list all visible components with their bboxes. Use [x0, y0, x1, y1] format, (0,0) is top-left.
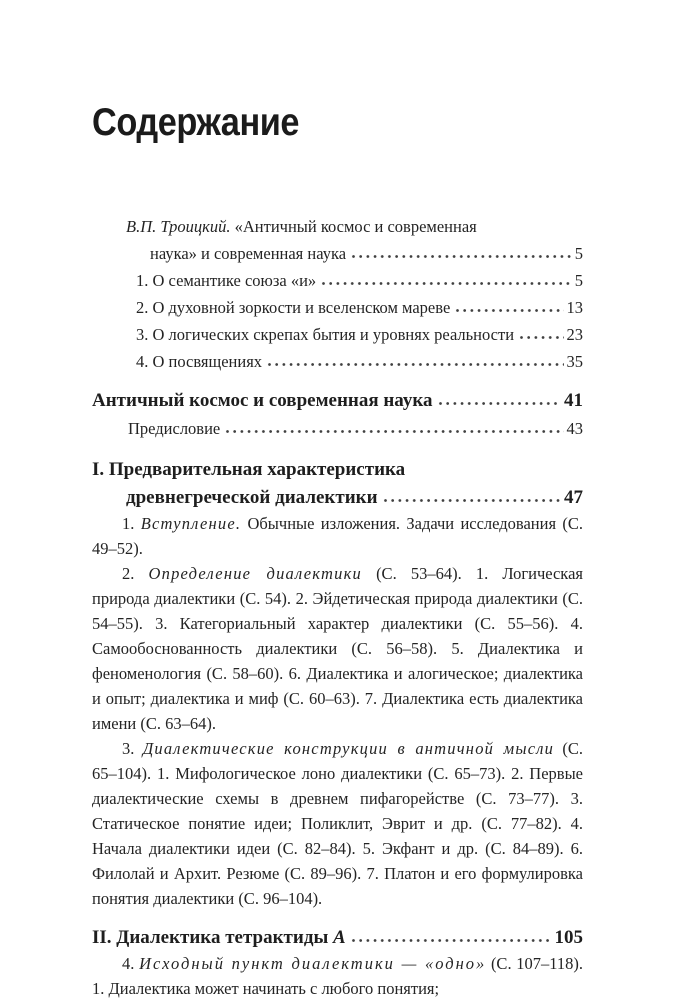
toc-subentry-2	[136, 293, 583, 320]
dot-leader	[438, 386, 561, 406]
annotation-number: 4.	[122, 954, 140, 973]
annotation-emphasis: Определение диалектики	[148, 564, 362, 583]
entry-title-part1: «Античный космос и современная	[230, 217, 477, 236]
toc-subentry-label: 3. О логических скрепах бытия и уровнях реальности	[136, 325, 515, 344]
annotation-number: 1.	[122, 514, 141, 533]
toc-preface	[128, 414, 583, 441]
table-of-contents	[92, 214, 583, 1000]
toc-entry-author-line1	[126, 214, 583, 239]
page-number: 41	[564, 390, 583, 411]
section-1-line2	[126, 483, 583, 511]
toc-annotation-3	[92, 736, 583, 911]
toc-annotation-4	[92, 951, 583, 1000]
annotation-number: 2.	[122, 564, 149, 583]
page-number: 105	[554, 927, 583, 948]
page-number: 5	[574, 271, 583, 290]
dot-leader	[383, 483, 561, 503]
toc-entry-author-line2	[150, 239, 583, 266]
annotation-emphasis: Исходный пункт диалектики — «одно»	[139, 954, 487, 973]
toc-subentry-1	[136, 266, 583, 293]
section-2-label-italic: A	[333, 927, 346, 948]
annotation-body: (С. 107–118). 1. Диалектика может начинать с любого понятия;	[92, 954, 584, 998]
section-2-label	[92, 925, 346, 951]
dot-leader	[225, 414, 563, 434]
entry-title-part2: наука» и современная наука	[150, 244, 347, 263]
dot-leader	[519, 320, 563, 340]
annotation-body: Обычные изложения. Задачи исследования (С. 49–52).	[92, 514, 583, 558]
page-number: 23	[566, 325, 583, 344]
annotation-body: (С. 53–64). 1. Логическая природа диалектики (С. 54). 2. Эйдетическая природа диалектики (С. 54–55). 3. Категориальный характер диалектики (С. 55–56). 4. Самообоснованность диалектики (С. 56–58). 5. Диалектика и феноменология (С. 58–60). 6. Диалектика и алогическое; диалектика и опыт; диалектика и миф (С. 60–63). 7. Диалектика есть диалектика имени (С. 63–64).	[92, 564, 583, 733]
dot-leader	[455, 293, 563, 313]
section-2-label-regular: II. Диалектика тетрактиды	[92, 927, 334, 948]
page-number: 5	[574, 244, 583, 263]
book-heading-label: Античный космос и современная наука	[92, 390, 433, 411]
page-number: 43	[566, 419, 583, 438]
annotation-body: (С. 65–104). 1. Мифологическое лоно диалектики (С. 65–73). 2. Первые диалектические схемы в древнем пифагорействе (С. 73–77). 3. Статическое понятие идеи; Поликлит, Эврит и др. (С. 77–82). 4. Начала диалектики идеи (С. 82–84). 5. Экфант и др. (С. 84–89). 6. Филолай и Архит. Резюме (С. 89–96). 7. Платон и его формулировка понятия диалектики (С. 96–104).	[92, 739, 584, 908]
page-number: 35	[566, 352, 583, 371]
page-number: 13	[566, 298, 583, 317]
toc-annotation-2	[92, 561, 583, 736]
section-1-label: древнегреческой диалектики	[126, 487, 378, 508]
page-number: 47	[564, 487, 583, 508]
toc-subentry-label: 2. О духовной зоркости и вселенском мареве	[136, 298, 451, 317]
annotation-emphasis: Вступление.	[140, 514, 242, 533]
author-name: В.П. Троицкий.	[126, 217, 231, 236]
toc-subentry-label: 4. О посвящениях	[136, 352, 263, 371]
toc-annotation-1	[92, 511, 583, 561]
toc-book-heading	[92, 386, 583, 414]
annotation-emphasis: Диалектические конструкции в античной мысли	[142, 739, 555, 758]
dot-leader	[267, 347, 563, 367]
toc-subentry-3	[136, 320, 583, 347]
dot-leader	[321, 266, 572, 286]
toc-section-2-heading	[92, 923, 583, 951]
preface-label: Предисловие	[128, 419, 221, 438]
toc-entry-author	[126, 214, 583, 266]
page-title: Содержание	[92, 101, 300, 144]
toc-subentry-4	[136, 347, 583, 374]
dot-leader	[351, 923, 552, 943]
section-1-line1: I. Предварительная характеристика	[92, 459, 406, 480]
toc-section-1-heading	[92, 457, 583, 511]
dot-leader	[351, 239, 572, 259]
toc-subentry-label: 1. О семантике союза «и»	[136, 271, 317, 290]
annotation-number: 3.	[122, 739, 143, 758]
